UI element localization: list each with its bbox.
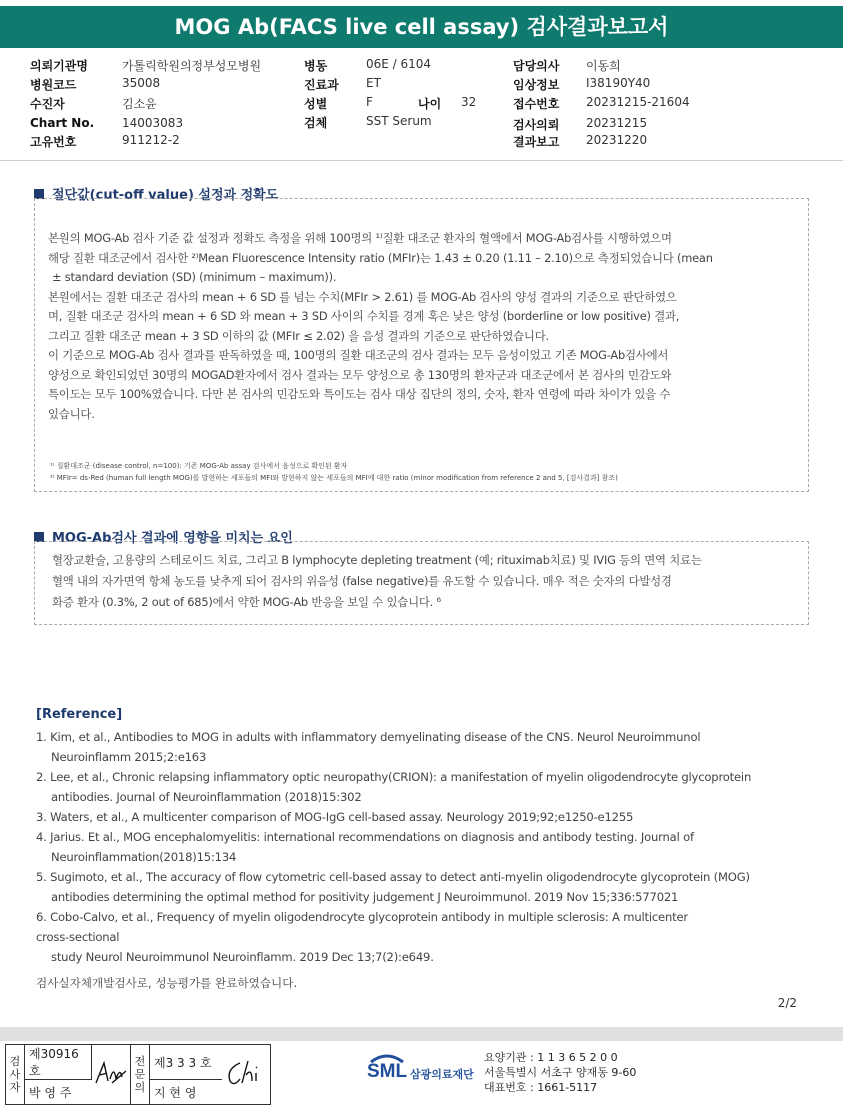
section-factors-title: MOG-Ab검사 결과에 영향을 미치는 요인	[52, 531, 293, 546]
tester-vertical-label	[6, 1045, 25, 1105]
org-phone: 대표번호 : 1661-5117	[484, 1081, 598, 1094]
institution-label: 의뢰기관명	[30, 59, 88, 73]
department-value: ET	[366, 76, 381, 90]
doctor-value: 이동희	[586, 59, 621, 73]
specialist-vertical-label	[131, 1045, 150, 1105]
doctor-label: 담당의사	[513, 59, 560, 73]
unique-no-label: 고유번호	[30, 135, 77, 149]
ward-value: 06E / 6104	[366, 57, 432, 71]
reference-item: 4. Jarius. Et al., MOG encephalomyelitis: international recommendations on diagnosis and antibody testing. Journal of	[36, 830, 694, 844]
signature-icon	[92, 1053, 130, 1093]
reference-item: 5. Sugimoto, et al., The accuracy of flow cytometric cell-based assay to detect anti-myelin oligodendrocyte glycoprotein (MOG)	[36, 870, 750, 884]
vertical-char: 의	[134, 1081, 146, 1094]
header-divider	[0, 160, 843, 161]
tester-id: 제30916호	[25, 1045, 92, 1080]
cutoff-line: 있습니다.	[48, 406, 95, 421]
hospital-code-label: 병원코드	[30, 78, 77, 92]
signature-table	[5, 1044, 271, 1105]
request-date-value: 20231215	[586, 116, 648, 130]
reference-list	[36, 728, 751, 968]
sex-value: F	[366, 95, 373, 109]
reference-heading: [Reference]	[36, 707, 123, 722]
factors-line: 혈액 내의 자가면역 항체 농도를 낮추게 되어 검사의 위음성 (false negative)를 유도할 수 있습니다. 매우 적은 숫자의 다발성경	[52, 574, 672, 588]
institution-value: 가톨릭학원의정부성모병원	[122, 59, 262, 73]
cutoff-line: 양성으로 확인되었던 30명의 MOGAD환자에서 검사 결과는 모두 양성으로 총 130명의 환자군과 대조군에서 본 검사의 민감도와	[48, 367, 672, 382]
chart-no-value: 14003083	[122, 116, 184, 130]
receipt-no-value: 20231215-21604	[586, 95, 690, 109]
age-label: 나이	[418, 97, 442, 111]
closing-note: 검사실자체개발검사로, 성능평가를 완료하였습니다.	[36, 976, 298, 990]
ward-label: 병동	[304, 59, 328, 73]
reference-item: 2. Lee, et al., Chronic relapsing inflammatory optic neuropathy(CRION): a manifestation of myelin oligodendrocyte glycoprotein	[36, 770, 752, 784]
vertical-char: 자	[9, 1081, 21, 1094]
reference-item: study Neurol Neuroimmunol Neuroinflamm. 2019 Dec 13;7(2):e649.	[51, 950, 434, 964]
cutoff-line: ± standard deviation (SD) (minimum – maximum)).	[52, 270, 337, 284]
reference-item: Neuroinflamm 2015;2:e163	[51, 750, 207, 764]
clinical-info-label: 임상정보	[513, 78, 560, 92]
factors-line: 혈장교환술, 고용량의 스테로이드 치료, 그리고 B lymphocyte depleting treatment (예; rituximab치료) 및 IVIG 등의 면역 치료는	[52, 553, 702, 567]
tester-signature	[92, 1045, 131, 1105]
org-code: 요양기관 : 1 1 3 6 5 2 0 0	[484, 1051, 618, 1064]
vertical-char: 문	[134, 1068, 146, 1081]
section-cutoff-body	[48, 229, 803, 424]
reference-item: antibodies. Journal of Neuroinflammation (2018)15:302	[51, 790, 362, 804]
specialist-signature	[222, 1045, 271, 1105]
cutoff-line: 해당 질환 대조군에서 검사한 ²⁾Mean Fluorescence Intensity ratio (MFIr)는 1.43 ± 0.20 (1.11 – 2.10)으로 측정되었습니다 (mean	[48, 250, 713, 265]
footnote-2: ²⁾ MFIr= ds-Red (human full length MOG)를 발현하는 세포들의 MFI와 발현하지 않는 세포들의 MFI에 대한 ratio (minor modification from reference 2 and 5, [검사결과] 참조)	[50, 474, 618, 482]
reference-item: cross-sectional	[36, 930, 120, 944]
vertical-char: 전	[134, 1055, 146, 1068]
age-value: 32	[461, 95, 477, 109]
report-title: MOG Ab(FACS live cell assay) 검사결과보고서	[0, 6, 843, 48]
reference-item: 3. Waters, et al., A multicenter comparison of MOG-IgG cell-based assay. Neurology 2019;92;e1250-e1255	[36, 810, 634, 824]
unique-no-value: 911212-2	[122, 133, 180, 147]
vertical-char: 검	[9, 1055, 21, 1068]
reference-item: 1. Kim, et al., Antibodies to MOG in adults with inflammatory demyelinating disease of the CNS. Neurol Neuroimmunol	[36, 730, 701, 744]
department-label: 진료과	[304, 78, 339, 92]
org-address: 서울특별시 서초구 양재동 9-60	[484, 1066, 637, 1079]
cutoff-line: 며, 질환 대조군 검사의 mean + 6 SD 와 mean + 3 SD 사이의 수치를 경계 혹은 낮은 양성 (borderline or low positive) 결과,	[48, 309, 680, 323]
factors-line: 화증 환자 (0.3%, 2 out of 685)에서 약한 MOG-Ab 반응을 보일 수 있습니다. ⁶	[52, 595, 441, 609]
footnote-1: ¹⁾ 질환대조군 (disease control, n=100): 기존 MOG-Ab assay 검사에서 음성으로 확인된 환자	[50, 462, 348, 470]
clinical-info-value: I38190Y40	[586, 76, 651, 90]
sml-logo-text: SML	[367, 1061, 408, 1082]
report-date-value: 20231220	[586, 133, 648, 147]
patient-info	[0, 55, 843, 155]
page-number: 2/2	[777, 996, 797, 1010]
section-cutoff-title: 절단값(cut-off value) 설정과 정확도	[52, 188, 279, 203]
chart-no-label: Chart No.	[30, 116, 95, 130]
tester-name: 박 영 주	[25, 1080, 92, 1105]
specimen-label: 검체	[304, 116, 328, 130]
cutoff-line: 본원의 MOG-Ab 검사 기준 값 설정과 정확도 측정을 위해 100명의 ¹⁾질환 대조군 환자의 혈액에서 MOG-Ab검사를 시행하였으며	[48, 231, 672, 245]
recipient-label: 수진자	[30, 97, 65, 111]
reference-item: Neuroinflammation(2018)15:134	[51, 850, 237, 864]
cutoff-line: 특이도는 모두 100%였습니다. 다만 본 검사의 민감도와 특이도는 검사 대상 집단의 정의, 숫자, 환자 연령에 따라 차이가 있을 수	[48, 387, 671, 401]
specimen-value: SST Serum	[366, 114, 432, 128]
footer-band	[0, 1027, 843, 1041]
report-date-label: 결과보고	[513, 135, 560, 149]
cutoff-line: 그리고 질환 대조군 mean + 3 SD 이하의 값 (MFIr ≤ 2.02) 을 음성 결과의 기준으로 판단하였습니다.	[48, 328, 549, 343]
reference-item: 6. Cobo-Calvo, et al., Frequency of myelin oligodendrocyte glycoprotein antibody in multiple sclerosis: A multicenter	[36, 910, 688, 924]
cutoff-line: 이 기준으로 MOG-Ab 검사 결과를 판독하였을 때, 100명의 질환 대조군의 검사 결과는 모두 음성이었고 기존 MOG-Ab검사에서	[48, 348, 669, 362]
sex-label: 성별	[304, 97, 328, 111]
hospital-code-value: 35008	[122, 76, 161, 90]
cutoff-line: 본원에서는 질환 대조군 검사의 mean + 6 SD 를 넘는 수치(MFIr > 2.61) 를 MOG-Ab 검사의 양성 결과의 기준으로 판단하였으	[48, 289, 677, 304]
specialist-id: 제3 3 3 호	[150, 1045, 223, 1080]
signature-icon	[222, 1053, 268, 1093]
organization-info	[484, 1050, 636, 1095]
recipient-value: 김소윤	[122, 97, 157, 111]
organization-name: 삼광의료재단	[410, 1068, 474, 1081]
section-factors-body	[52, 550, 802, 613]
vertical-char: 사	[9, 1068, 21, 1081]
receipt-no-label: 접수번호	[513, 97, 560, 111]
request-date-label: 검사의뢰	[513, 118, 560, 132]
reference-item: antibodies determining the optimal method for positivity judgement J Neuroimmunol. 2019 Nov 15;336:577021	[51, 890, 679, 904]
specialist-name: 지 현 영	[150, 1080, 223, 1105]
